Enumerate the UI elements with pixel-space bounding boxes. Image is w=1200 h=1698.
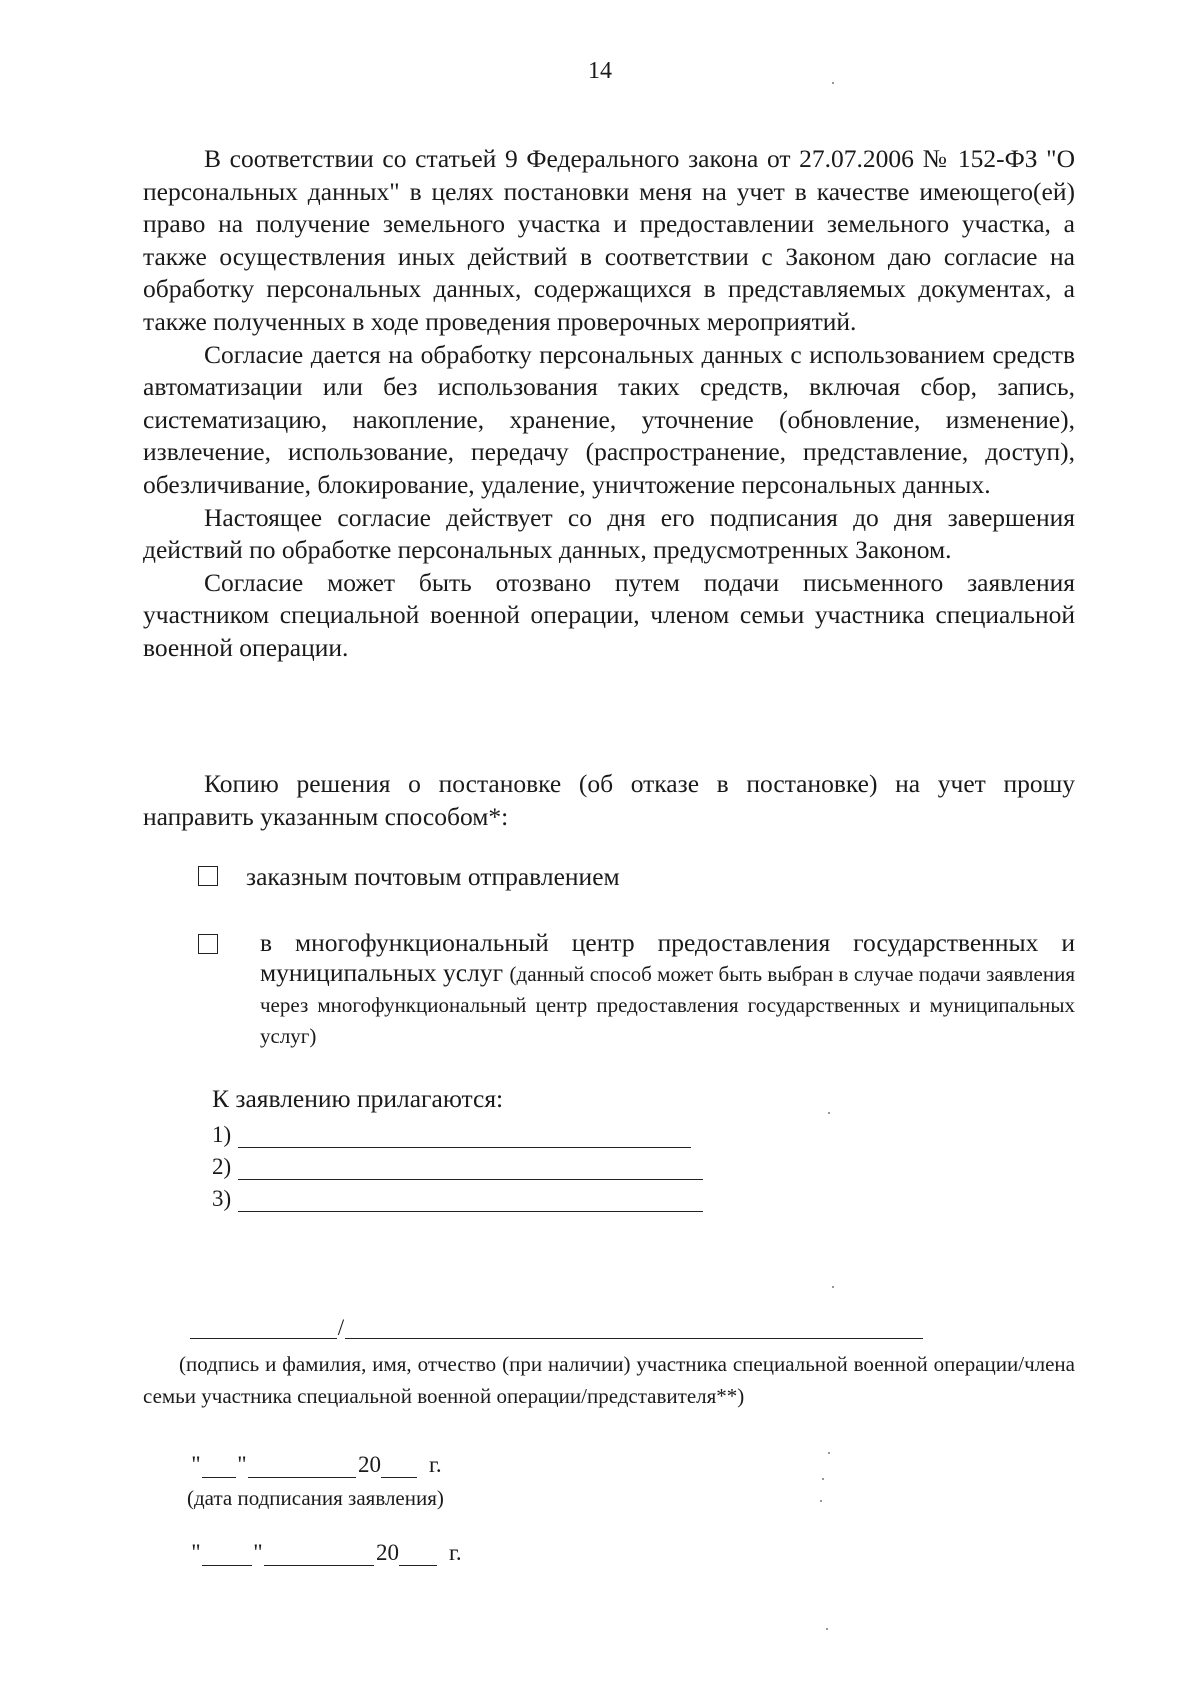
checkbox-mfc[interactable] <box>198 934 218 954</box>
copy-request-text: Копию решения о постановке (об отказе в постановке) на учет прошу направить указанным способом*: <box>143 769 1075 831</box>
signature-caption: (подпись и фамилия, имя, отчество (при наличии) участника специальной военной операции/члена семьи участника специальной военной операции/представителя**) <box>143 1352 1075 1408</box>
consent-paragraph: Согласие дается на обработку персональных данных с использованием средств автоматизации или без использования таких средств, включая сбор, запись, систематизацию, накопление, хранение, уточнение (обновление, изменение), извлечение, использование, передачу (распространение, представление, доступ), обезличивание, блокирование, удаление, уничтожение персональных данных. <box>143 339 1075 499</box>
checkbox-mail[interactable] <box>198 866 218 886</box>
year-blank[interactable] <box>381 1455 417 1478</box>
attachment-blank[interactable] <box>238 1157 703 1180</box>
consent-paragraph: Согласие может быть отозвано путем подачи письменного заявления участником специальной военной операции, членом семьи участника специальной военной операции. <box>143 567 1075 662</box>
attachment-blank[interactable] <box>238 1125 691 1148</box>
attachment-line[interactable] <box>212 1116 703 1148</box>
year-suffix: г. <box>429 1452 442 1477</box>
attachments-section <box>212 1082 703 1212</box>
signature-blank[interactable] <box>190 1316 337 1339</box>
quote-mark: " <box>253 1540 263 1565</box>
signature-separator: / <box>337 1315 345 1340</box>
consent-paragraph: В соответствии со статьей 9 Федерального закона от 27.07.2006 № 152-ФЗ "О персональных данных" в целях постановки меня на учет в качестве имеющего(ей) право на получение земельного участка и предоставлении земельного участка, а также осуществления иных действий в соответствии с Законом даю согласие на обработку персональных данных, содержащихся в представляемых документах, а также полученных в ходе проведения проверочных мероприятий. <box>143 144 1075 336</box>
quote-mark: " <box>191 1452 201 1477</box>
consent-paragraph: Настоящее согласие действует со дня его подписания до дня завершения действий по обработке персональных данных, предусмотренных Законом. <box>143 502 1075 565</box>
day-blank[interactable] <box>202 1543 252 1566</box>
delivery-option-label: в многофункциональный центр предоставления государственных и муниципальных услуг (данный способ может быть выбран в случае подачи заявления через многофункциональный центр предоставления государственных и муниципальных услуг) <box>260 928 1075 1048</box>
attachment-number: 2) <box>212 1154 232 1179</box>
year-prefix: 20 <box>376 1540 399 1565</box>
signing-date-caption: (дата подписания заявления) <box>187 1486 444 1510</box>
month-blank[interactable] <box>264 1543 374 1566</box>
attachment-blank[interactable] <box>238 1189 703 1212</box>
attachments-heading: К заявлению прилагаются: <box>212 1084 504 1113</box>
full-name-blank[interactable] <box>345 1316 923 1339</box>
quote-mark: " <box>191 1540 201 1565</box>
date-line[interactable] <box>190 1536 462 1566</box>
page-number: 14 <box>588 58 612 84</box>
year-blank[interactable] <box>399 1543 437 1566</box>
day-blank[interactable] <box>202 1455 236 1478</box>
delivery-option-label: заказным почтовым отправлением <box>246 862 620 891</box>
attachment-line[interactable] <box>212 1180 703 1212</box>
signing-date-line[interactable] <box>190 1448 442 1478</box>
delivery-option-note: (данный способ может быть выбран в случае подачи заявления через многофункциональный центр предоставления государственных и муниципальных услуг) <box>260 962 1075 1048</box>
quote-mark: " <box>237 1452 247 1477</box>
consent-text <box>143 143 1075 665</box>
month-blank[interactable] <box>248 1455 356 1478</box>
year-prefix: 20 <box>358 1452 381 1477</box>
year-suffix: г. <box>449 1540 462 1565</box>
signature-line[interactable] <box>190 1316 923 1339</box>
attachment-number: 1) <box>212 1122 232 1147</box>
delivery-option-mail[interactable] <box>198 862 620 892</box>
attachment-line[interactable] <box>212 1148 703 1180</box>
delivery-option-mfc[interactable] <box>198 928 1075 1051</box>
attachment-number: 3) <box>212 1186 232 1211</box>
